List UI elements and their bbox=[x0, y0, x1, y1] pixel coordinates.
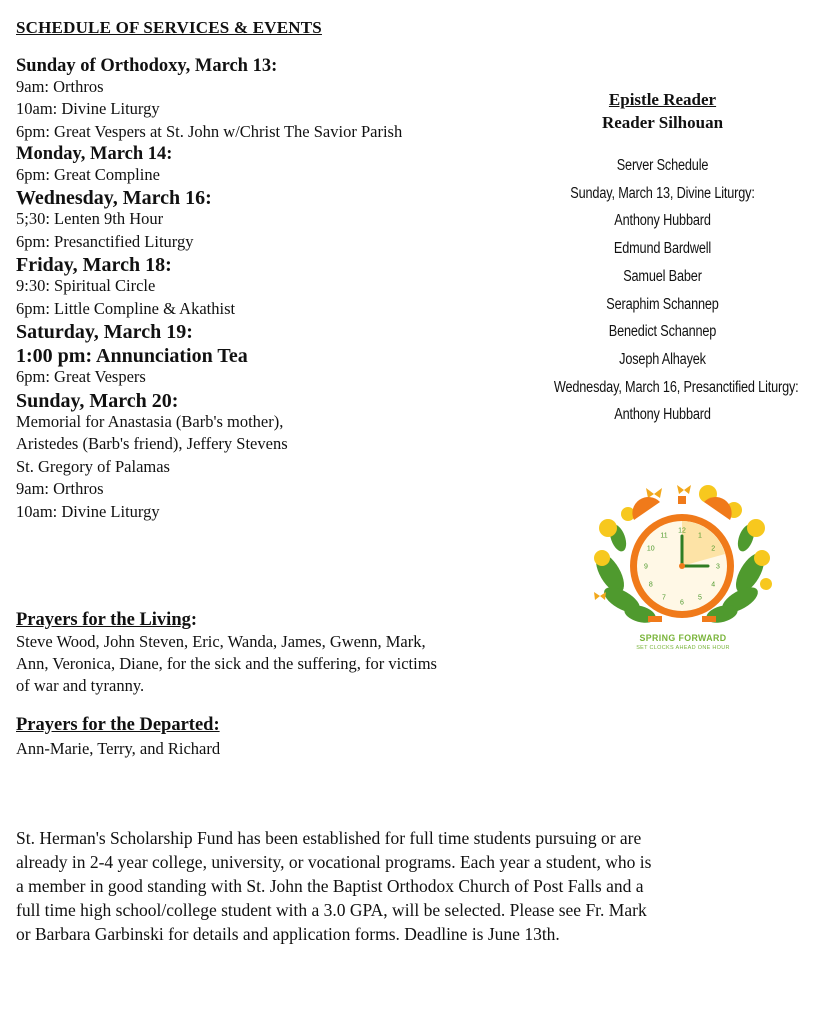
server-wednesday-heading: Wednesday, March 16, Presanctified Liturgy: bbox=[553, 378, 799, 396]
day-heading: Wednesday, March 16: bbox=[16, 187, 212, 209]
server-schedule bbox=[530, 152, 799, 429]
server-sunday-heading: Sunday, March 13, Divine Liturgy: bbox=[570, 184, 755, 202]
day-heading: Sunday, March 20: bbox=[16, 389, 179, 412]
prayers-living-line: of war and tyranny. bbox=[16, 676, 145, 695]
schedule-list bbox=[16, 55, 516, 523]
epistle-reader-name: Reader Silhouan bbox=[601, 113, 724, 132]
prayers-departed-title: Prayers for the Departed: bbox=[16, 715, 220, 735]
scholarship-line: full time high school/college student with a 3.0 GPA, will be selected. Please see Fr. Mark bbox=[16, 900, 647, 920]
day-heading: Friday, March 18: bbox=[16, 254, 172, 276]
clock-numeral: 9 bbox=[644, 563, 648, 571]
schedule-item: 6pm: Presanctified Liturgy bbox=[16, 231, 194, 251]
clock-numeral: 4 bbox=[711, 581, 716, 589]
server-schedule-title: Server Schedule bbox=[616, 157, 709, 174]
server-name: Joseph Alhayek bbox=[619, 350, 706, 368]
server-name: Seraphim Schannep bbox=[606, 295, 719, 313]
schedule-item: 6pm: Little Compline & Akathist bbox=[16, 298, 236, 318]
schedule-item: 5;30: Lenten 9th Hour bbox=[16, 209, 164, 228]
epistle-reader-title: Epistle Reader bbox=[608, 90, 717, 109]
prayers-living-colon: : bbox=[190, 610, 198, 630]
server-name: Anthony Hubbard bbox=[614, 212, 711, 230]
clock-numeral: 7 bbox=[662, 594, 666, 602]
server-name: Benedict Schannep bbox=[608, 323, 717, 341]
schedule-item: 10am: Divine Liturgy bbox=[16, 99, 160, 118]
clock-center bbox=[679, 563, 685, 569]
spring-forward-title: SPRING FORWARD bbox=[639, 633, 727, 643]
page-header: SCHEDULE OF SERVICES & EVENTS bbox=[16, 18, 322, 37]
scholarship-paragraph bbox=[16, 826, 796, 946]
event-highlight: 1:00 pm: Annunciation Tea bbox=[16, 345, 248, 367]
schedule-item: 9am: Orthros bbox=[16, 479, 104, 498]
clock-numeral: 6 bbox=[680, 599, 684, 607]
day-heading: Saturday, March 19: bbox=[16, 321, 193, 343]
prayers-living-block bbox=[16, 610, 526, 697]
schedule-item: St. Gregory of Palamas bbox=[16, 456, 170, 476]
server-name: Edmund Bardwell bbox=[613, 240, 712, 258]
clock-numeral: 2 bbox=[711, 545, 716, 553]
scholarship-line: a member in good standing with St. John the Baptist Orthodox Church of Post Falls and a bbox=[16, 876, 644, 896]
clock-numeral: 1 bbox=[698, 532, 702, 540]
clock-numeral: 10 bbox=[646, 545, 655, 553]
scholarship-line: St. Herman's Scholarship Fund has been established for full time students pursuing or are bbox=[16, 828, 642, 848]
server-name: Samuel Baber bbox=[623, 267, 702, 285]
spring-forward-subtitle: SET CLOCKS AHEAD ONE HOUR bbox=[636, 645, 730, 651]
schedule-item: Aristedes (Barb's friend), Jeffery Stevens bbox=[16, 434, 288, 453]
schedule-item: 9am: Orthros bbox=[16, 76, 104, 96]
prayers-living-title: Prayers for the Living bbox=[16, 610, 191, 630]
schedule-item: 9:30: Spiritual Circle bbox=[16, 276, 156, 295]
epistle-reader-block bbox=[530, 90, 795, 133]
schedule-item: 6pm: Great Vespers bbox=[16, 367, 146, 386]
clock-illustration bbox=[588, 478, 778, 628]
server-name: Anthony Hubbard bbox=[614, 406, 711, 424]
spring-forward-graphic bbox=[588, 478, 778, 668]
clock-numeral: 12 bbox=[678, 527, 686, 535]
scholarship-line: already in 2-4 year college, university, or vocational programs. Each year a student, who is bbox=[16, 852, 652, 872]
prayers-departed-text: Ann-Marie, Terry, and Richard bbox=[16, 739, 221, 758]
clock-numeral: 8 bbox=[648, 581, 653, 589]
schedule-item: 6pm: Great Vespers at St. John w/Christ The Savior Parish bbox=[16, 121, 403, 141]
prayers-living-line: Ann, Veronica, Diane, for the sick and the suffering, for victims bbox=[16, 654, 437, 673]
clock-foot bbox=[702, 616, 716, 622]
clock-numeral: 3 bbox=[716, 563, 720, 571]
clock-foot bbox=[648, 616, 662, 622]
schedule-item: 6pm: Great Compline bbox=[16, 164, 160, 184]
clock-numeral: 11 bbox=[660, 532, 668, 540]
clock-numeral: 5 bbox=[698, 594, 702, 602]
prayers-living-line: Steve Wood, John Steven, Eric, Wanda, James, Gwenn, Mark, bbox=[16, 632, 426, 651]
schedule-item: Memorial for Anastasia (Barb's mother), bbox=[16, 411, 284, 431]
day-heading: Monday, March 14: bbox=[16, 144, 173, 164]
prayers-departed-block bbox=[16, 715, 526, 760]
day-heading: Sunday of Orthodoxy, March 13: bbox=[16, 56, 278, 76]
scholarship-line: or Barbara Garbinski for details and application forms. Deadline is June 13th. bbox=[16, 924, 560, 944]
schedule-item: 10am: Divine Liturgy bbox=[16, 501, 160, 521]
